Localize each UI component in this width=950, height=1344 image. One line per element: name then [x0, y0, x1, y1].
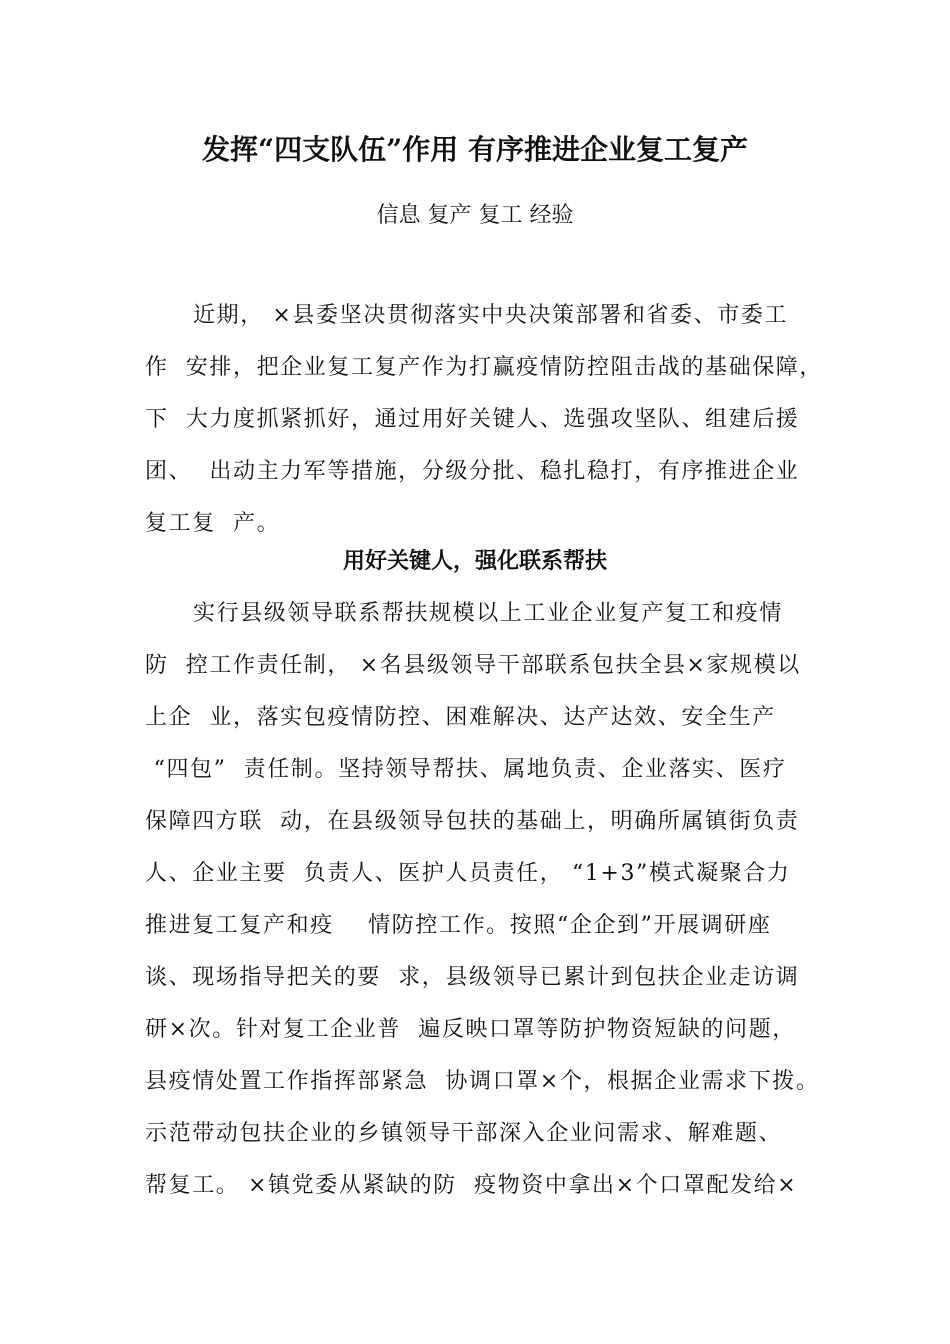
document-keywords: 信息 复产 复工 经验	[376, 203, 574, 228]
section-heading: 用好关键人，强化联系帮扶	[342, 549, 607, 574]
paragraph-line: “四包” 责任制。坚持领导帮扶、属地负责、企业落实、医疗	[145, 757, 787, 782]
paragraph-line: 帮复工。 ×镇党委从紧缺的防 疫物资中拿出×个口罩配发给×	[145, 1173, 798, 1198]
paragraph-line: 上企 业，落实包疫情防控、困难解决、达产达效、安全生产	[145, 705, 776, 730]
paragraph-line: 复工复 产。	[145, 511, 281, 536]
paragraph-line: 县疫情处置工作指挥部紧急 协调口罩×个，根据企业需求下拨。	[145, 1069, 820, 1094]
paragraph-line: 下 大力度抓紧抓好，通过用好关键人、选强攻坚队、组建后援	[145, 407, 800, 432]
paragraph-intro	[145, 290, 835, 550]
paragraph-line: 保障四方联 动，在县级领导包扶的基础上，明确所属镇街负责	[145, 809, 800, 834]
paragraph-line: 谈、现场指导把关的要 求，县级领导已累计到包扶企业走访调	[145, 965, 800, 990]
paragraph-line: 实行县级领导联系帮扶规模以上工业企业复产复工和疫情	[193, 601, 784, 626]
paragraph-section-1	[145, 588, 835, 1212]
paragraph-line: 人、企业主要 负责人、医护人员责任， “1+3”模式凝聚合力	[145, 861, 791, 886]
document-title: 发挥“四支队伍”作用 有序推进企业复工复产	[202, 133, 748, 166]
paragraph-line: 防 控工作责任制， ×名县级领导干部联系包扶全县×家规模以	[145, 653, 801, 678]
paragraph-line: 近期， ×县委坚决贯彻落实中央决策部署和省委、市委工	[193, 303, 789, 328]
paragraph-line: 示范带动包扶企业的乡镇领导干部深入企业问需求、解难题、	[145, 1121, 783, 1146]
paragraph-line: 推进复工复产和疫 情防控工作。按照“企企到”开展调研座	[145, 913, 772, 938]
paragraph-line: 团、 出动主力军等措施，分级分批、稳扎稳打，有序推进企业	[145, 459, 800, 484]
paragraph-line: 研×次。针对复工企业普 遍反映口罩等防护物资短缺的问题，	[145, 1017, 796, 1042]
paragraph-line: 作 安排，把企业复工复产作为打赢疫情防控阻击战的基础保障，	[145, 355, 823, 380]
